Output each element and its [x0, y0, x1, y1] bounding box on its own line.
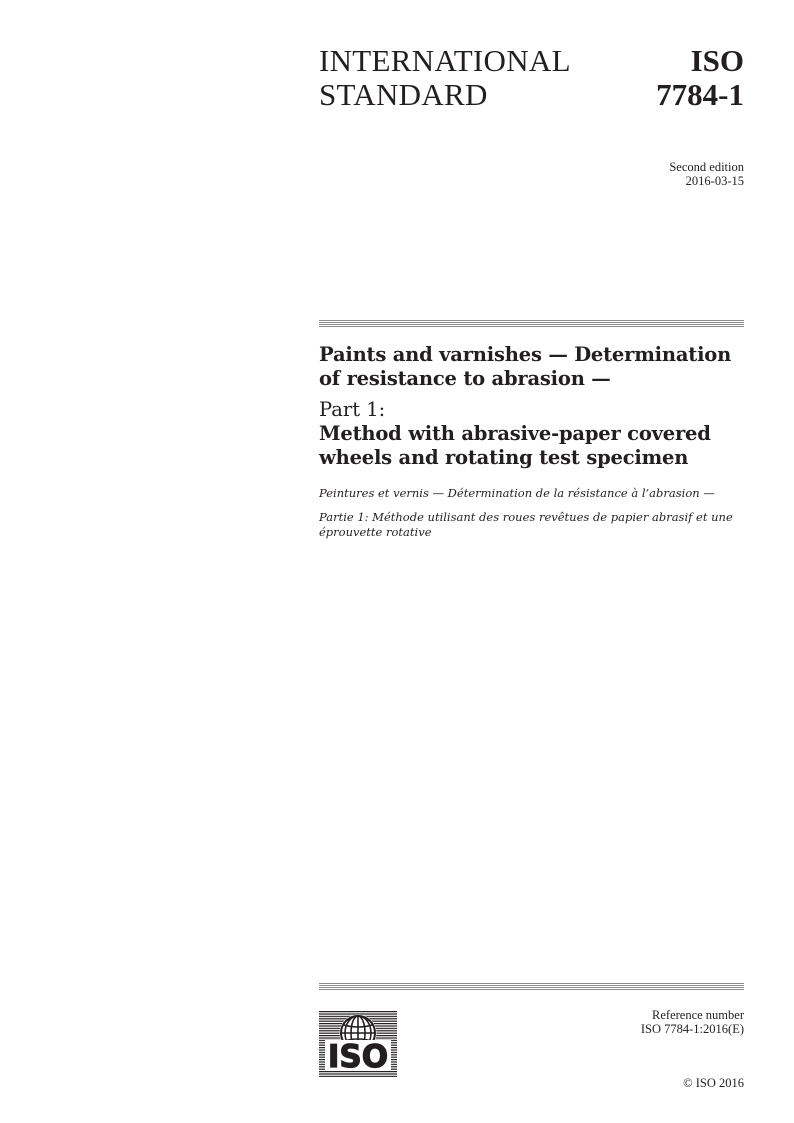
bottom-divider	[319, 983, 744, 991]
main-title	[319, 343, 749, 391]
french-main-title: Peintures et vernis — Détermination de la résistance à l’abrasion —	[319, 486, 715, 500]
top-divider	[319, 320, 744, 328]
document-type	[319, 44, 571, 112]
french-part-title-line2: éprouvette rotative	[319, 525, 432, 539]
document-type-line2: STANDARD	[319, 77, 488, 112]
main-title-line2: of resistance to abrasion —	[319, 367, 611, 390]
part-title-line2: wheels and rotating test specimen	[319, 446, 689, 469]
reference-label: Reference number	[652, 1008, 744, 1022]
part-title	[319, 422, 749, 470]
reference-number: ISO 7784-1:2016(E)	[640, 1022, 744, 1036]
edition-date: 2016-03-15	[685, 174, 744, 188]
edition-label: Second edition	[669, 160, 744, 174]
reference-block	[641, 1008, 744, 1036]
standard-designation	[656, 44, 744, 112]
edition-info	[669, 160, 744, 188]
copyright: © ISO 2016	[683, 1076, 744, 1090]
french-part-title	[319, 510, 749, 540]
document-type-line1: INTERNATIONAL	[319, 43, 571, 78]
part-label: Part 1:	[319, 398, 386, 421]
main-title-line1: Paints and varnishes — Determination	[319, 343, 732, 366]
part-title-line1: Method with abrasive-paper covered	[319, 422, 711, 445]
title-block	[319, 343, 749, 540]
iso-logo-icon	[319, 1011, 397, 1077]
standard-number: 7784-1	[656, 77, 744, 112]
standard-org: ISO	[690, 43, 744, 78]
french-part-title-line1: Partie 1: Méthode utilisant des roues revêtues de papier abrasif et une	[319, 510, 733, 524]
svg-text:ISO: ISO	[327, 1039, 389, 1075]
